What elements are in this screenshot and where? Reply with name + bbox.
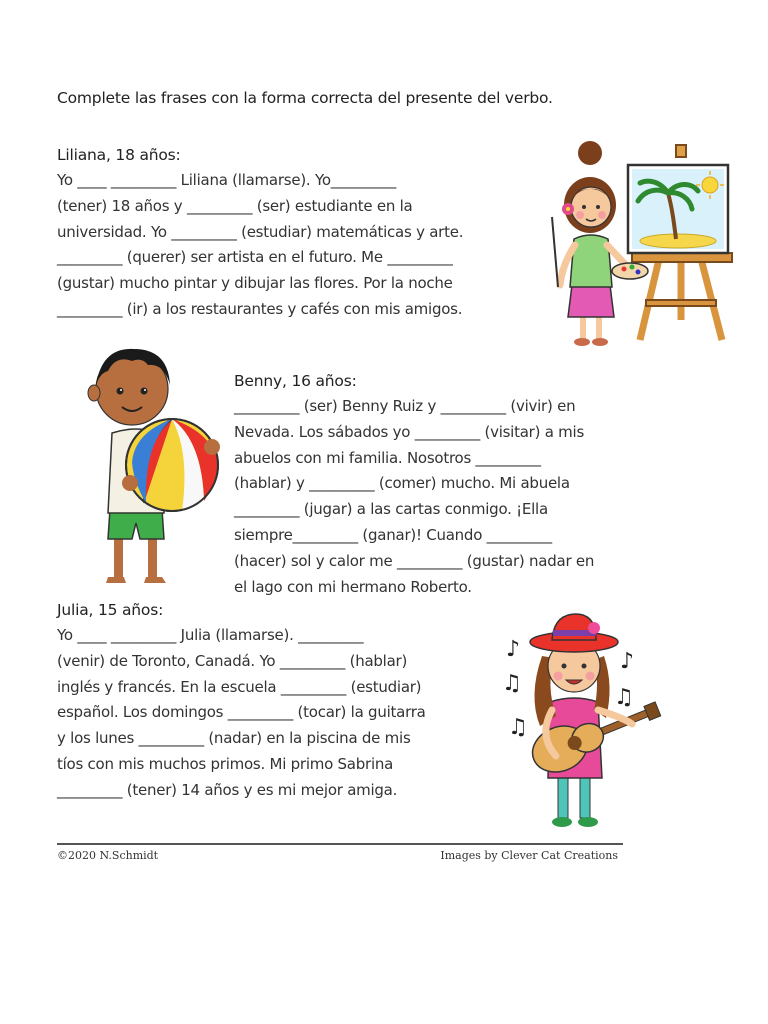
svg-text:♫: ♫ [508,715,528,740]
text-line: Nevada. Los sábados yo _________ (visitar) a mis [234,422,585,441]
footer-divider [57,843,623,845]
footer-copyright: ©2020 N.Schmidt [57,849,159,862]
section-benny [234,368,594,600]
svg-text:♪: ♪ [506,637,521,662]
girl-guitar-illustration [498,606,668,836]
text-line: (tener) 18 años y _________ (ser) estudiante en la [57,196,413,215]
section-liliana [57,142,463,323]
text-line: español. Los domingos _________ (tocar) la guitarra [57,703,426,722]
text-line: (venir) de Toronto, Canadá. Yo _________ (hablar) [57,651,408,670]
text-line: y los lunes _________ (nadar) en la piscina de mis [57,729,411,748]
text-line: (hacer) sol y calor me _________ (gustar) nadar en [234,551,595,570]
section-name: Julia, 15 años: [57,601,164,619]
svg-text:♫: ♫ [614,685,634,710]
text-line: _________ (ser) Benny Ruiz y _________ (vivir) en [234,397,576,415]
text-line: _________ (tener) 14 años y es mi mejor amiga. [57,780,398,799]
text-line: (gustar) mucho pintar y dibujar las flores. Por la noche [57,274,453,293]
instruction-heading: Complete las frases con la forma correcta del presente del verbo. [57,89,553,107]
text-line: _________ (ir) a los restaurantes y cafés con mis amigos. [57,299,463,318]
text-line: universidad. Yo _________ (estudiar) matemáticas y arte. [57,222,464,241]
text-line: Yo ____ _________ Liliana (llamarse). Yo_________ [57,171,397,189]
section-julia [57,597,426,804]
text-line: el lago con mi hermano Roberto. [234,577,472,596]
svg-text:♪: ♪ [620,649,635,674]
svg-text:♫: ♫ [502,671,522,696]
text-line: (hablar) y _________ (comer) mucho. Mi abuela [234,474,570,493]
text-line: siempre_________ (ganar)! Cuando _________ [234,525,552,544]
footer-image-credit: Images by Clever Cat Creations [440,849,618,862]
section-name: Benny, 16 años: [234,372,357,390]
text-line: _________ (jugar) a las cartas conmigo. ¡Ella [234,500,548,519]
section-name: Liliana, 18 años: [57,146,181,164]
text-line: inglés y francés. En la escuela _________ (estudiar) [57,677,422,696]
text-line: _________ (querer) ser artista en el futuro. Me _________ [57,248,453,267]
text-line: Yo ____ _________ Julia (llamarse). _________ [57,626,364,644]
text-line: abuelos con mi familia. Nosotros _________ [234,448,541,467]
boy-beach-ball-illustration [72,333,232,588]
text-line: tíos con mis muchos primos. Mi primo Sabrina [57,754,394,773]
girl-painter-illustration [540,135,740,355]
